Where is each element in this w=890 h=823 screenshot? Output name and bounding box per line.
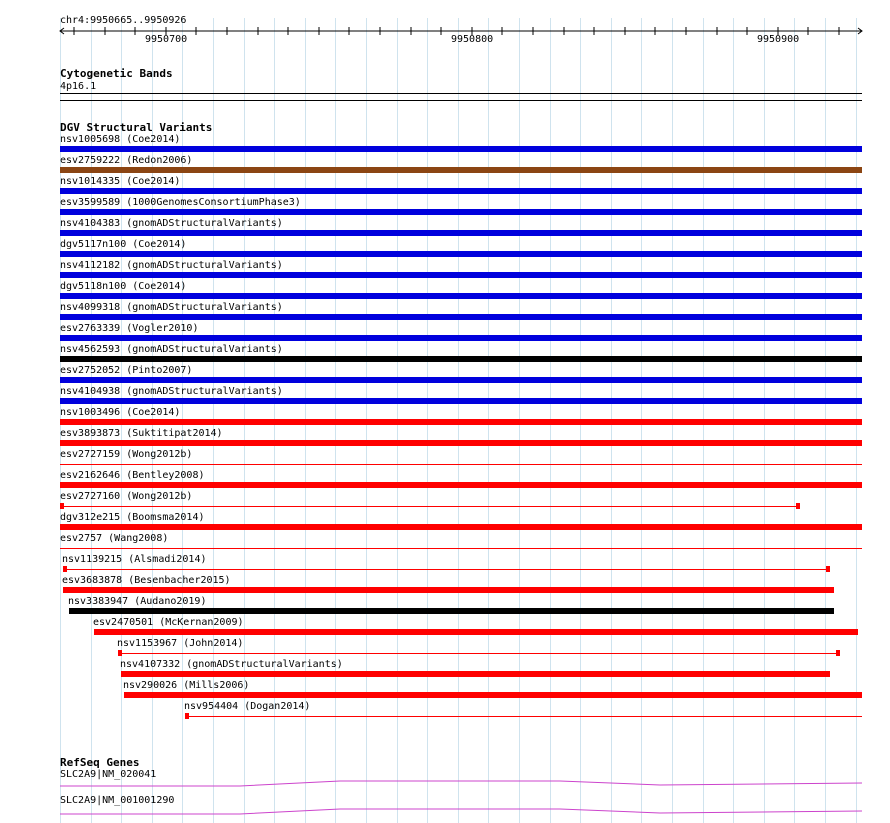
- variant-end-cap[interactable]: [836, 650, 840, 656]
- variant-line[interactable]: [60, 464, 862, 465]
- variant-label[interactable]: nsv3383947 (Audano2019): [68, 596, 207, 607]
- variant-line[interactable]: [63, 569, 830, 570]
- variant-label[interactable]: dgv5118n100 (Coe2014): [60, 281, 187, 292]
- variant-label[interactable]: nsv1014335 (Coe2014): [60, 176, 181, 187]
- variant-start-cap[interactable]: [118, 650, 122, 656]
- variant-bar[interactable]: [60, 272, 862, 278]
- gene-model[interactable]: [0, 805, 890, 819]
- variant-bar[interactable]: [60, 251, 862, 257]
- variant-label[interactable]: dgv5117n100 (Coe2014): [60, 239, 187, 250]
- variant-line[interactable]: [60, 548, 862, 549]
- variant-label[interactable]: esv2162646 (Bentley2008): [60, 470, 205, 481]
- variant-label[interactable]: esv2757 (Wang2008): [60, 533, 169, 544]
- variant-bar[interactable]: [60, 293, 862, 299]
- variant-line[interactable]: [185, 716, 862, 717]
- variant-end-cap[interactable]: [826, 566, 830, 572]
- variant-label[interactable]: esv2759222 (Redon2006): [60, 155, 193, 166]
- variant-label[interactable]: esv2727159 (Wong2012b): [60, 449, 193, 460]
- variant-bar[interactable]: [60, 335, 862, 341]
- variant-bar[interactable]: [63, 587, 834, 593]
- variant-start-cap[interactable]: [63, 566, 67, 572]
- variant-label[interactable]: nsv1153967 (John2014): [117, 638, 244, 649]
- variant-bar[interactable]: [69, 608, 834, 614]
- variant-label[interactable]: nsv954404 (Dogan2014): [184, 701, 311, 712]
- refseq-track-title: RefSeq Genes: [60, 756, 140, 769]
- variant-label[interactable]: nsv290026 (Mills2006): [123, 680, 250, 691]
- variant-label[interactable]: nsv4112182 (gnomADStructuralVariants): [60, 260, 283, 271]
- variant-bar[interactable]: [121, 671, 830, 677]
- variant-bar[interactable]: [124, 692, 862, 698]
- variant-start-cap[interactable]: [185, 713, 189, 719]
- variant-label[interactable]: nsv4104938 (gnomADStructuralVariants): [60, 386, 283, 397]
- variant-label[interactable]: nsv1005698 (Coe2014): [60, 134, 181, 145]
- variant-bar[interactable]: [60, 230, 862, 236]
- gene-label[interactable]: SLC2A9|NM_001001290: [60, 795, 175, 806]
- ruler-tick-label: 9950700: [145, 34, 188, 45]
- coordinate-range: chr4:9950665..9950926: [60, 15, 187, 26]
- cytoband-track-title: Cytogenetic Bands: [60, 67, 173, 80]
- variant-bar[interactable]: [94, 629, 858, 635]
- variant-label[interactable]: nsv4562593 (gnomADStructuralVariants): [60, 344, 283, 355]
- variant-line[interactable]: [118, 653, 840, 654]
- variant-label[interactable]: esv3599589 (1000GenomesConsortiumPhase3): [60, 197, 301, 208]
- gene-label[interactable]: SLC2A9|NM_020041: [60, 769, 157, 780]
- variant-bar[interactable]: [60, 377, 862, 383]
- variant-label[interactable]: nsv1139215 (Alsmadi2014): [62, 554, 207, 565]
- variant-bar[interactable]: [60, 419, 862, 425]
- variant-line[interactable]: [60, 506, 800, 507]
- variant-bar[interactable]: [60, 188, 862, 194]
- variant-label[interactable]: esv2752052 (Pinto2007): [60, 365, 193, 376]
- variant-bar[interactable]: [60, 482, 862, 488]
- variant-label[interactable]: esv2727160 (Wong2012b): [60, 491, 193, 502]
- variant-label[interactable]: esv3893873 (Suktitipat2014): [60, 428, 223, 439]
- dgv-track-title: DGV Structural Variants: [60, 121, 213, 134]
- variant-bar[interactable]: [60, 314, 862, 320]
- ruler-tick-label: 9950900: [757, 34, 800, 45]
- variant-bar[interactable]: [60, 209, 862, 215]
- variant-label[interactable]: nsv4107332 (gnomADStructuralVariants): [120, 659, 343, 670]
- variant-label[interactable]: esv2763339 (Vogler2010): [60, 323, 199, 334]
- ruler-tick-label: 9950800: [451, 34, 494, 45]
- variant-bar[interactable]: [60, 440, 862, 446]
- variant-bar[interactable]: [60, 524, 862, 530]
- variant-end-cap[interactable]: [796, 503, 800, 509]
- variant-label[interactable]: nsv4099318 (gnomADStructuralVariants): [60, 302, 283, 313]
- variant-bar[interactable]: [60, 398, 862, 404]
- variant-label[interactable]: nsv1003496 (Coe2014): [60, 407, 181, 418]
- cytoband-label[interactable]: 4p16.1: [60, 81, 97, 92]
- variant-label[interactable]: nsv4104383 (gnomADStructuralVariants): [60, 218, 283, 229]
- cytoband-bar[interactable]: [60, 93, 862, 101]
- variant-start-cap[interactable]: [60, 503, 64, 509]
- variant-bar[interactable]: [60, 146, 862, 152]
- variant-bar[interactable]: [60, 167, 862, 173]
- variant-label[interactable]: esv2470501 (McKernan2009): [93, 617, 244, 628]
- gene-model[interactable]: [0, 778, 890, 790]
- variant-bar[interactable]: [60, 356, 862, 362]
- variant-label[interactable]: esv3683878 (Besenbacher2015): [62, 575, 231, 586]
- variant-label[interactable]: dgv312e215 (Boomsma2014): [60, 512, 205, 523]
